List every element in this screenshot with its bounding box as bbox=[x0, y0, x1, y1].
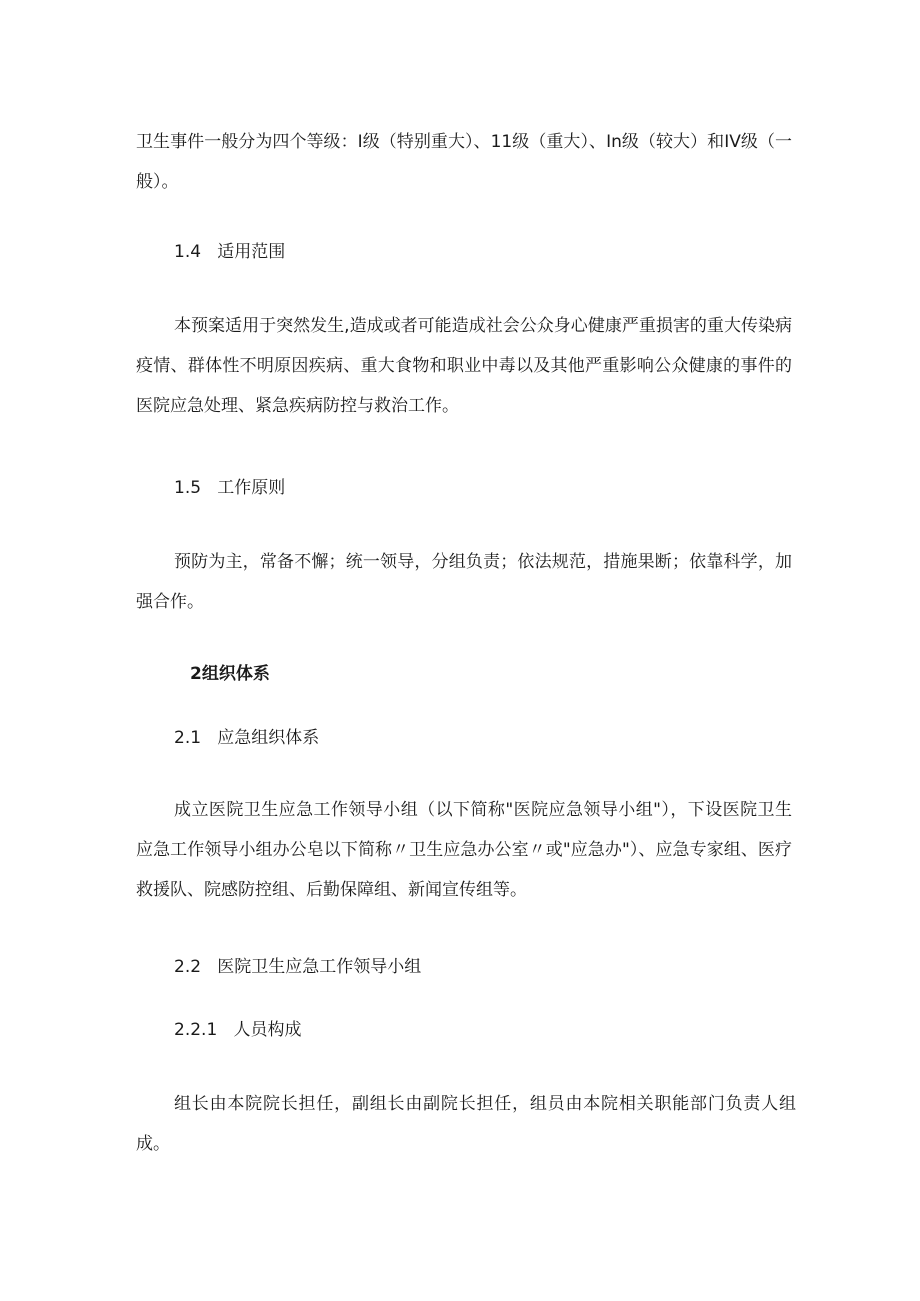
section-heading-2-1: 2.1 应急组织体系 bbox=[174, 728, 320, 748]
section-heading-2-2: 2.2 医院卫生应急工作领导小组 bbox=[174, 957, 422, 977]
section-heading-2-2-1: 2.2.1 人员构成 bbox=[174, 1020, 302, 1040]
principles-paragraph: 预防为主，常备不懈；统一领导，分组负责；依法规范，措施果断；依靠科学，加强合作。 bbox=[136, 552, 792, 612]
members-paragraph: 组长由本院院长担任，副组长由副院长担任，组员由本院相关职能部门负责人组成。 bbox=[136, 1094, 796, 1154]
section-heading-1-4: 1.4 适用范围 bbox=[174, 242, 286, 262]
section-heading-1-5: 1.5 工作原则 bbox=[174, 478, 286, 498]
organization-paragraph: 成立医院卫生应急工作领导小组（以下简称"医院应急领导小组"），下设医院卫生应急工作领导小组办公皂以下简称〃卫生应急办公室〃或"应急办"）、应急专家组、医疗救援队、院感防控组、后勤保障组、新闻宣传组等。 bbox=[136, 800, 792, 900]
chapter-heading-2: 2组织体系 bbox=[190, 664, 270, 684]
intro-paragraph: 卫生事件一般分为四个等级：I级（特别重大）、11级（重大）、In级（较大）和IV级（一般）。 bbox=[136, 132, 792, 192]
scope-paragraph: 本预案适用于突然发生,造成或者可能造成社会公众身心健康严重损害的重大传染病疫情、群体性不明原因疾病、重大食物和职业中毒以及其他严重影响公众健康的事件的医院应急处理、紧急疾病防控与救治工作。 bbox=[136, 316, 792, 416]
